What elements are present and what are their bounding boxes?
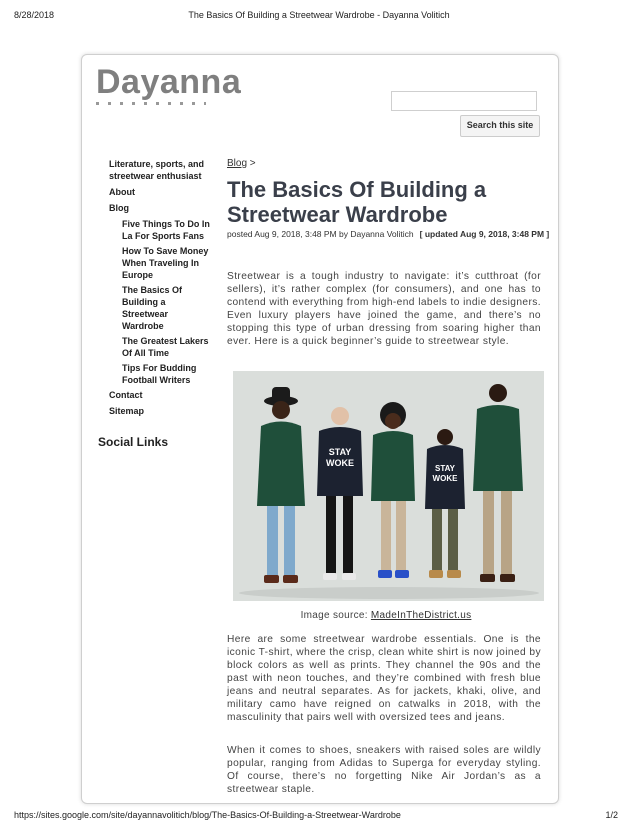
post-meta bbox=[227, 229, 550, 239]
post-byline: posted Aug 9, 2018, 3:48 PM by Dayanna Volitich bbox=[227, 229, 414, 239]
print-url: https://sites.google.com/site/dayannavolitich/blog/The-Basics-Of-Building-a-Streetwear-Wardrobe bbox=[14, 810, 401, 820]
image-caption bbox=[227, 610, 545, 621]
breadcrumb-blog-link[interactable]: Blog bbox=[227, 158, 248, 169]
paragraph-intro: Streetwear is a tough industry to navigate: it’s cutthroat (for sellers), it’s rather complex (for consumers), and one has to contend with everything from high-end labels to indie designers. Even luxury players have joined the game, and there’s no stopping this type of urban dressing from soaring higher than ever. Here is a quick beginner’s guide to streetwear style. bbox=[227, 271, 541, 347]
jacket-text-1: STAY bbox=[328, 447, 352, 457]
post-content bbox=[227, 158, 550, 795]
sidebar-item-save-money[interactable]: How To Save Money When Traveling In Europe bbox=[122, 246, 209, 280]
site-logo[interactable]: Dayanna bbox=[96, 63, 242, 101]
sidebar-item-football[interactable]: Tips For Budding Football Writers bbox=[122, 363, 197, 385]
sidebar-item-sitemap[interactable]: Sitemap bbox=[109, 406, 145, 416]
group-photo-illustration bbox=[233, 371, 544, 601]
caption-prefix: Image source: bbox=[300, 610, 371, 621]
print-title: The Basics Of Building a Streetwear Wardrobe - Dayanna Volitich bbox=[188, 10, 450, 20]
sidebar-item-lakers[interactable]: The Greatest Lakers Of All Time bbox=[122, 336, 209, 358]
sidebar-item-about[interactable]: About bbox=[109, 187, 135, 197]
jacket-text-3: STAY bbox=[434, 464, 456, 473]
search-button[interactable]: Search this site bbox=[460, 115, 540, 137]
paragraph-essentials: Here are some streetwear wardrobe essentials. One is the iconic T-shirt, where the crisp, clean white shirt is now joined by block colors as well as prints. They channel the 90s and the past with neon touches, and they’re combined with fresh blue jeans and neutral separates. As for jackets, khaki, olive, and military camo have reigned on catwalks in 2018, with the masculinity that pairs well with oversized tees and jeans. bbox=[227, 634, 541, 723]
print-page-number: 1/2 bbox=[605, 810, 618, 820]
site-tagline bbox=[96, 102, 206, 105]
post-image bbox=[233, 371, 544, 601]
sidebar-item-home[interactable]: Literature, sports, and streetwear enthusiast bbox=[109, 159, 205, 181]
paragraph-shoes: When it comes to shoes, sneakers with raised soles are wildly popular, ranging from Adidas to Superga for everyday styling. Of course, there’s no forgetting Nike Air Jordan’s as a streetwear staple. bbox=[227, 745, 541, 795]
print-header bbox=[8, 10, 630, 24]
sidebar-blog-subitems bbox=[109, 218, 211, 386]
sidebar-item-five-things[interactable]: Five Things To Do In La For Sports Fans bbox=[122, 219, 210, 241]
sidebar-nav bbox=[109, 158, 211, 421]
caption-source-link[interactable]: MadeInTheDistrict.us bbox=[370, 610, 472, 621]
sidebar-item-blog[interactable]: Blog bbox=[109, 203, 129, 213]
jacket-text-4: WOKE bbox=[432, 474, 458, 483]
search-input[interactable] bbox=[391, 91, 537, 111]
print-date: 8/28/2018 bbox=[14, 10, 55, 20]
social-links-heading: Social Links bbox=[98, 435, 169, 449]
page-title: The Basics Of Building a Streetwear Wardrobe bbox=[227, 177, 487, 227]
breadcrumb-separator: > bbox=[249, 158, 256, 169]
sidebar-item-streetwear[interactable]: The Basics Of Building a Streetwear Wardrobe bbox=[122, 285, 183, 331]
sidebar-item-contact[interactable]: Contact bbox=[109, 390, 143, 400]
site-page bbox=[81, 54, 559, 804]
post-updated: [ updated Aug 9, 2018, 3:48 PM ] bbox=[419, 229, 550, 239]
breadcrumb bbox=[227, 158, 545, 169]
jacket-text-2: WOKE bbox=[326, 458, 354, 468]
